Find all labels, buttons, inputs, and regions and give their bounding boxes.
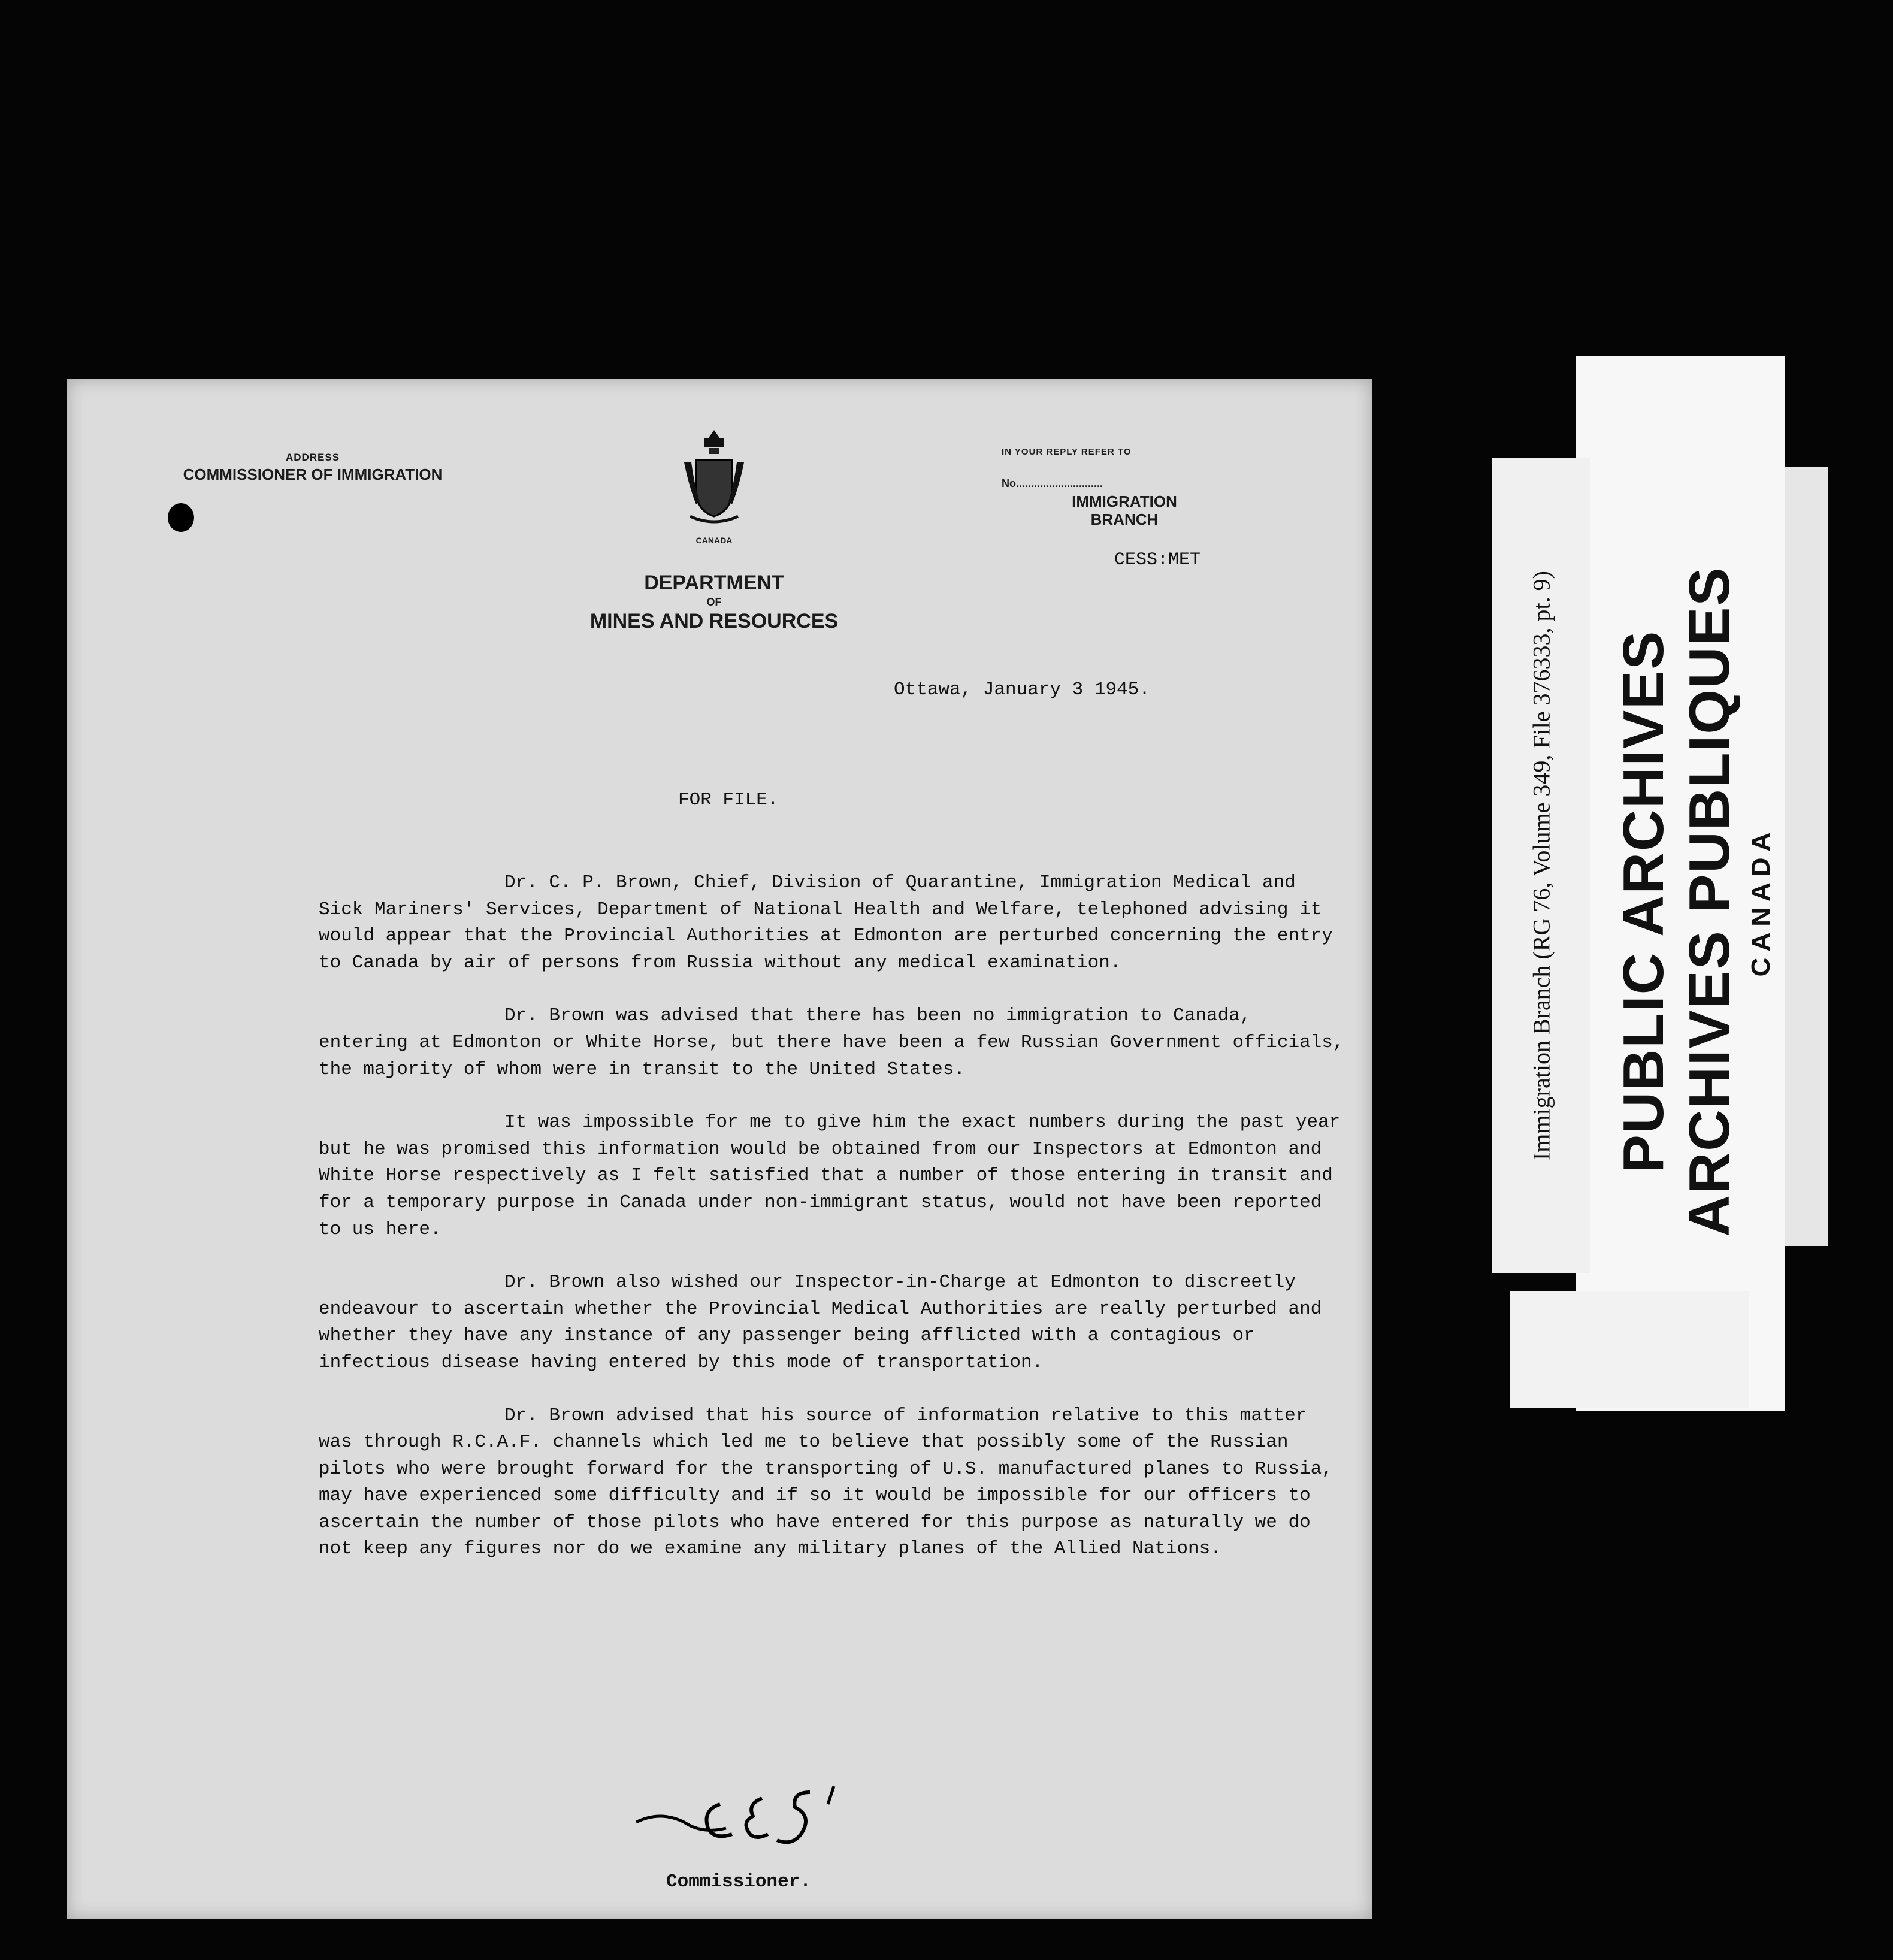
- stamp-line1: PUBLIC ARCHIVES: [1611, 630, 1676, 1173]
- archive-citation: Immigration Branch (RG 76, Volume 349, File 376333, pt. 9): [1528, 570, 1555, 1161]
- department-line1: DEPARTMENT: [644, 571, 784, 594]
- ink-blot-icon: [163, 498, 199, 534]
- paragraph-5: Dr. Brown advised that his source of information relative to this matter was through R.C.A.F. channels which led me to believe that possibly some of the Russian pilots who were brought forward for the transporting of U.S. manufactured planes to Russia, may have experienced some difficulty and if so it would be impossible for our officers to ascertain the number of those pilots who have entered for this purpose as naturally we do not keep any figures nor do we examine any military planes of the Allied Nations.: [319, 1405, 1333, 1560]
- paragraph-3: It was impossible for me to give him the exact numbers during the past year but he was promised this information would be obtained from our Inspectors at Edmonton and White Horse respectively as I felt satisfied that a number of those entering in transit and for a temporary purpose in Canada under non-immigrant status, would not have been reported to us here.: [319, 1112, 1341, 1240]
- date-line: Ottawa, January 3 1945.: [894, 679, 1150, 700]
- stamp-line3: CANADA: [1746, 826, 1776, 977]
- address-label: ADDRESS: [285, 452, 340, 463]
- archive-stamp: [1587, 563, 1803, 1240]
- letter-page: [67, 379, 1372, 1919]
- handwritten-signature: [630, 1780, 870, 1870]
- department-line2: MINES AND RESOURCES: [589, 610, 839, 633]
- letterhead-address: [163, 449, 462, 483]
- stamp-line2: ARCHIVES PUBLIQUES: [1677, 566, 1741, 1237]
- paragraph-1: Dr. C. P. Brown, Chief, Division of Quarantine, Immigration Medical and Sick Mariners' Services, Department of National Health and Welfare, telephoned advising it would appear that the Provincial Authorities at Edmonton are perturbed concerning the entry to Canada by air of persons from Russia without any medical examination.: [319, 872, 1333, 973]
- archive-label-foot: [1510, 1291, 1749, 1408]
- reply-number: No.............................: [1002, 477, 1103, 489]
- reference-code: CESS:MET: [1114, 550, 1201, 570]
- coat-of-arms-icon: [678, 427, 750, 528]
- branch-line2: BRANCH: [1090, 510, 1159, 528]
- reply-reference-block: [1002, 443, 1337, 528]
- address-name: COMMISSIONER OF IMMIGRATION: [183, 465, 443, 483]
- signoff: Commissioner.: [666, 1871, 811, 1892]
- reply-label: IN YOUR REPLY REFER TO: [1002, 447, 1132, 457]
- branch-line1: IMMIGRATION: [1072, 492, 1177, 510]
- department-of: OF: [706, 596, 722, 608]
- department-heading: [564, 570, 864, 634]
- memo-heading: FOR FILE.: [678, 790, 779, 810]
- memo-body: [319, 870, 1349, 1589]
- crest-caption: CANADA: [695, 536, 733, 545]
- paragraph-4: Dr. Brown also wished our Inspector-in-Charge at Edmonton to discreetly endeavour to ascertain whether the Provincial Medical Authorities are really perturbed and whether they have any instance of any passenger being afflicted with a contagious or infectious disease having entered by this mode of transportation.: [319, 1272, 1322, 1373]
- archive-citation-strip: [1492, 458, 1590, 1273]
- paragraph-2: Dr. Brown was advised that there has been no immigration to Canada, entering at Edmonton or White Horse, but there have been a few Russian Government officials, the majority of whom were in transit to the United States.: [319, 1005, 1344, 1080]
